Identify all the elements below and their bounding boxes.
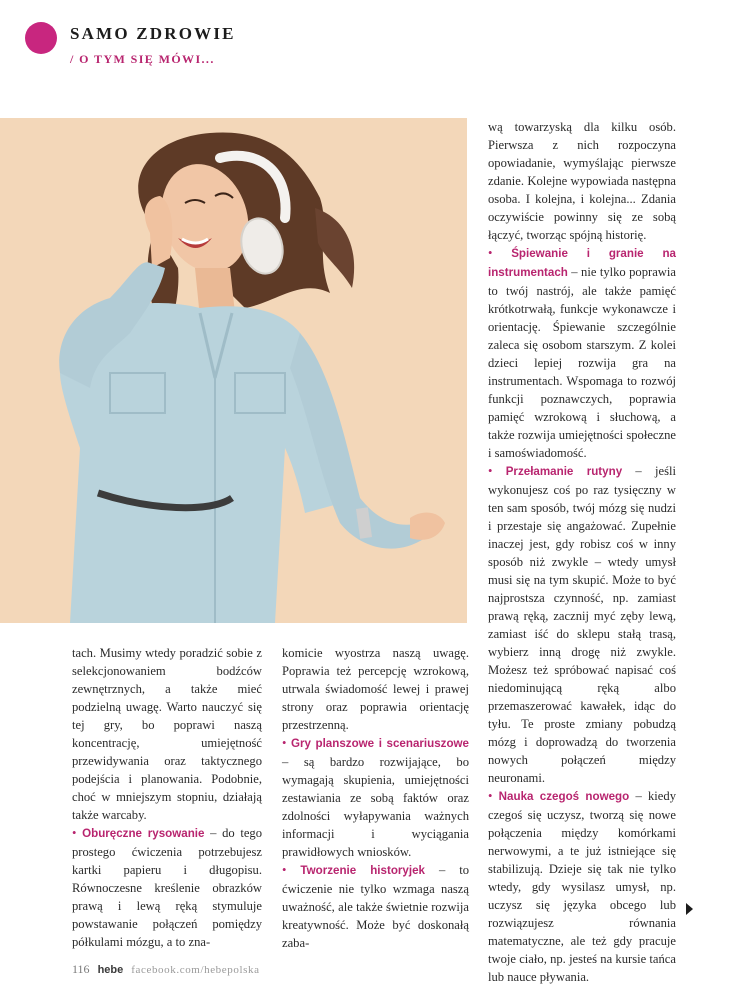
bullet-icon: • xyxy=(72,826,77,840)
bullet-icon: • xyxy=(488,246,493,260)
item-text: – kiedy czegoś się uczysz, tworzą się nowe połączenia między komórkami nerwowymi, a te już istniejące się stabilizują. Dzieje się tak nie tylko wtedy, gdy wysilasz umysł, np. uczysz się języka obcego lub rozwiązujesz równania matematyczne, ale też gdy pracuje twoje ciało, np. jesteś na kursie tańca lub nauce pływania. xyxy=(488,789,676,984)
brand-logo: hebe xyxy=(97,964,124,976)
article-column-1 xyxy=(72,644,262,951)
list-item xyxy=(488,244,676,462)
item-text: – nie tylko poprawia to twój nastrój, ale także pamięć krótkotrwałą, funkcje wykonawcze i orientację. Śpiewanie szczególnie zaleca się osobom starszym. Z kolei dzieci lepiej rozwija gra na instrumentach. Wspomaga to rozwój funkcji poznawczych, poprawia pamięć wzrokową i słuchową, a także rozwija umiejętności społeczne i samoświadomość. xyxy=(488,265,676,460)
item-heading: Oburęczne rysowanie xyxy=(82,827,205,840)
footer-url: facebook.com/hebepolska xyxy=(131,964,260,976)
item-heading: Śpiewanie i granie na instrumentach xyxy=(488,247,676,279)
woman-headphones-illustration xyxy=(0,118,467,623)
paragraph: wą towarzyską dla kilku osób. Pierwsza z nich rozpoczyna opowiadanie, wymyślając pierwsze zdanie. Kolejne wypowiada następna osoba. I kolejna, i kolejna... Zdania oczywiście powinny się ze sobą łączyć, tworząc spójną historię. xyxy=(488,120,676,242)
section-subtitle: / O TYM SIĘ MÓWI... xyxy=(70,52,215,66)
list-item xyxy=(488,462,676,787)
list-item xyxy=(488,787,676,986)
bullet-icon: • xyxy=(488,464,493,478)
page-footer xyxy=(72,962,260,977)
item-text: – to ćwiczenie nie tylko wzmaga naszą uważność, ale także świetnie rozwija kreatywność. Może być doskonałą zaba- xyxy=(282,863,469,950)
list-item xyxy=(72,824,262,951)
article-photo xyxy=(0,118,467,623)
article-column-3 xyxy=(488,118,676,986)
article-column-2 xyxy=(282,644,469,952)
list-item xyxy=(282,861,469,952)
section-dot-icon xyxy=(25,22,57,54)
next-page-arrow-icon xyxy=(686,903,693,915)
page-number: 116 xyxy=(72,962,90,976)
paragraph: tach. Musimy wtedy poradzić sobie z selekcjonowaniem bodźców zewnętrznych, a także mieć podzielną uwagę. Warto nauczyć się tej gry, bo poprawi naszą koncentrację, umiejętność przewidywania oraz taktycznego podejścia i planowania. Podobnie, choć w mniejszym stopniu, działają także warcaby. xyxy=(72,646,262,822)
bullet-icon: • xyxy=(488,789,493,803)
list-item xyxy=(282,734,469,861)
bullet-icon: • xyxy=(282,863,287,877)
item-text: – jeśli wykonujesz coś po raz tysięczny w ten sam sposób, twój mózg się nudzi i przestaje się angażować. Zupełnie inaczej jest, gdy robisz coś w inny sposób niż zwykle – wtedy umysł musi się na tym skupić. Może to być najprostsza czynność, np. zamiast prawą ręką, zacznij myć zęby lewą, zamiast iść do sklepu stałą trasą, wybierz inną drogę niż zwykle. Możesz też spróbować napisać coś niedominującą ręką albo przemaszerować kawałek, idąc do tyłu. Te proste zmiany pobudzą mózg i doprowadzą do tworzenia nowych połączeń między neuronami. xyxy=(488,464,676,785)
item-text: – do tego prostego ćwiczenia potrzebujesz kartki papieru i długopisu. Równoczesne kreślenie obrazków prawą i lewą ręką stymuluje powstawanie połączeń pomiędzy półkulami mózgu, a to zna- xyxy=(72,826,262,949)
section-title: SAMO ZDROWIE xyxy=(70,24,236,43)
item-heading: Przełamanie rutyny xyxy=(505,465,623,478)
item-heading: Gry planszowe i scenariuszowe xyxy=(290,737,469,750)
item-text: – są bardzo rozwijające, bo wymagają skupienia, umiejętności zestawiania ze sobą faktów oraz zdolności wyłapywania ważnych informacji i wyciągania prawidłowych wniosków. xyxy=(282,755,469,859)
item-heading: Tworzenie historyjek xyxy=(300,864,425,877)
item-heading: Nauka czegoś nowego xyxy=(498,790,630,803)
paragraph: komicie wyostrza naszą uwagę. Poprawia też percepcję wzrokową, utrwala świadomość lewej i prawej strony oraz poprawia orientację przestrzenną. xyxy=(282,646,469,732)
bullet-icon: • xyxy=(282,736,287,750)
